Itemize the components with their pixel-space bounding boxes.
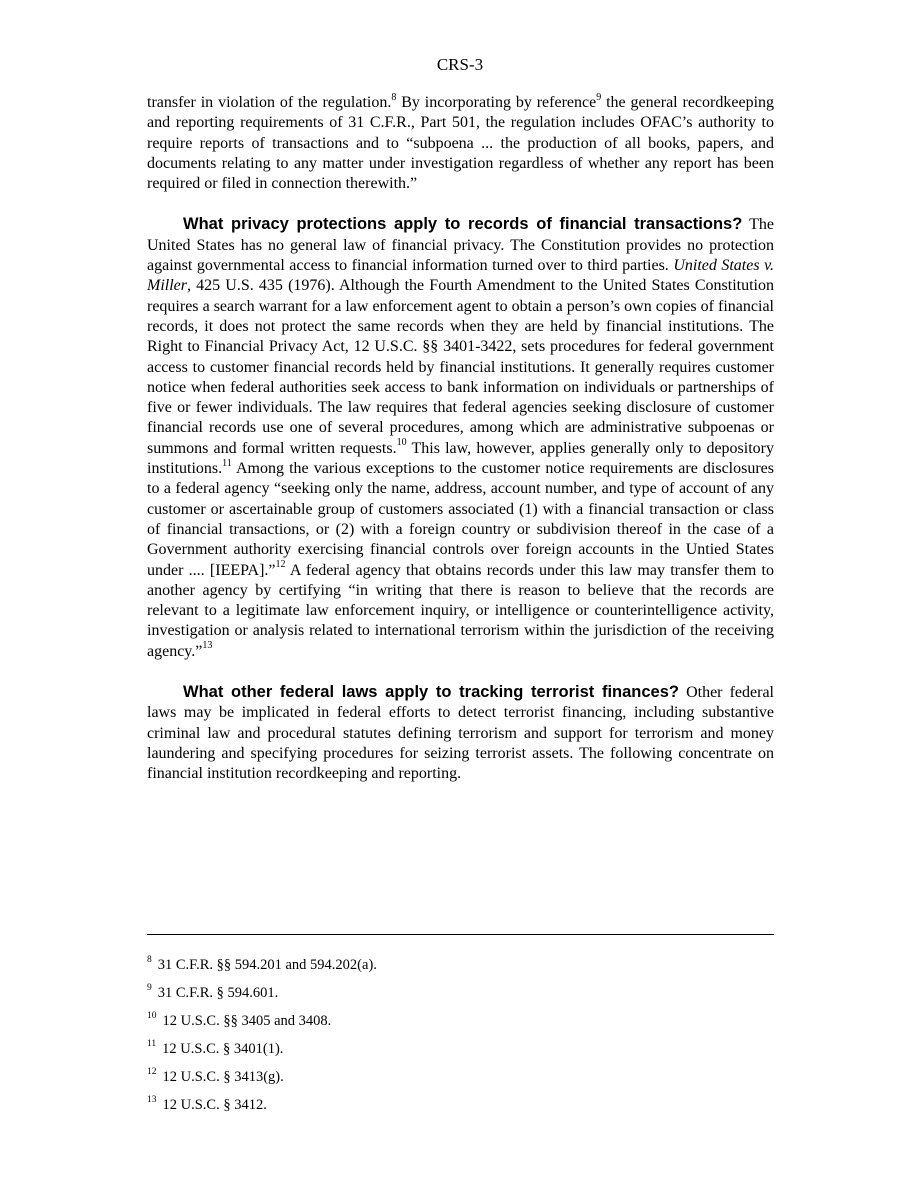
footnote-item: $^{13}$ 12 U.S.C. § 3412. (147, 1095, 267, 1113)
paragraph-privacy: What privacy protections apply to records of financial transactions? The United States has no general law of financial privacy. The Constitution provides no protection against governmental access to financial information turned over to third parties. United States v. Miller, 425 U.S. 435 (1976). Although the Fourth Amendment to the United States Constitution requires a search warrant for a law enforcement agent to obtain a person’s own copies of financial records, it does not protect the same records when they are held by financial institutions. The Right to Financial Privacy Act, 12 U.S.C. §§ 3401-3422, sets procedures for federal government access to customer financial records held by financial institutions. It generally requires customer notice when federal authorities seek access to bank information on individuals or partnerships of five or fewer individuals. The law requires that federal agencies seeking disclosure of customer financial records use one of several procedures, among which are administrative subpoenas or summons and formal written requests.$^{10}$ This law, however, applies generally only to depository institutions.$^{11}$ Among the various exceptions to the customer notice requirements are disclosures to a federal agency “seeking only the name, address, account number, and type of account of any customer or ascertainable group of customers associated (1) with a financial transaction or class of financial transactions, or (2) with a foreign country or subdivision thereof in the case of a Government authority exercising financial controls over foreign accounts in the Untied States under .... [IEEPA].”$^{12}$ A federal agency that obtains records under this law may transfer them to another agency by certifying “in writing that there is reason to believe that the records are relevant to a legitimate law enforcement inquiry, or intelligence or counterintelligence activity, investigation or analysis related to international terrorism within the jurisdiction of the receiving agency.”$^{13}$ (147, 215, 775, 660)
section-heading-other-laws: What other federal laws apply to tracking terrorist finances? (183, 683, 679, 702)
section-heading-privacy: What privacy protections apply to records of financial transactions? (183, 215, 743, 234)
footnote-item: $^{10}$ 12 U.S.C. §§ 3405 and 3408. (147, 1011, 332, 1029)
footnote-ref-11[interactable]: 11 (222, 457, 232, 469)
page-number: CRS-3 (436, 55, 484, 74)
footnote-ref-13[interactable]: 13 (202, 640, 213, 652)
footnote-ref-8[interactable]: 8 (391, 91, 397, 103)
footnote-ref-9[interactable]: 9 (596, 91, 602, 103)
footnote-item: $^{11}$ 12 U.S.C. § 3401(1). (147, 1039, 284, 1057)
footnote-item: $^{12}$ 12 U.S.C. § 3413(g). (147, 1067, 284, 1085)
footnote-item: $^9$ 31 C.F.R. § 594.601. (147, 983, 279, 1001)
body-text (147, 93, 774, 805)
footnote-ref-12[interactable]: 12 (275, 559, 286, 571)
footnote-ref-10[interactable]: 10 (396, 437, 407, 449)
paragraph-other-laws: What other federal laws apply to tracking terrorist finances? Other federal laws may be implicated in federal efforts to detect terrorist financing, including substantive criminal law and procedural statutes defining terrorism and support for terrorism and money laundering and specifying procedures for seizing terrorist assets. The following concentrate on financial institution recordkeeping and reporting. (147, 683, 774, 783)
case-citation: United States v. Miller (147, 257, 775, 295)
footnotes (147, 956, 774, 1124)
footnote-divider (147, 934, 774, 935)
footnote-item: $^8$ 31 C.F.R. §§ 594.201 and 594.202(a). (147, 955, 377, 973)
paragraph-ofac: transfer in violation of the regulation.$^8$ By incorporating by reference$^9$ the general recordkeeping and reporting requirements of 31 C.F.R., Part 501, the regulation includes OFAC’s authority to require reports of transactions and to “subpoena ... the production of all books, papers, and documents relating to any matter under investigation regardless of whether any report has been required or filed in connection therewith.” (147, 91, 775, 193)
